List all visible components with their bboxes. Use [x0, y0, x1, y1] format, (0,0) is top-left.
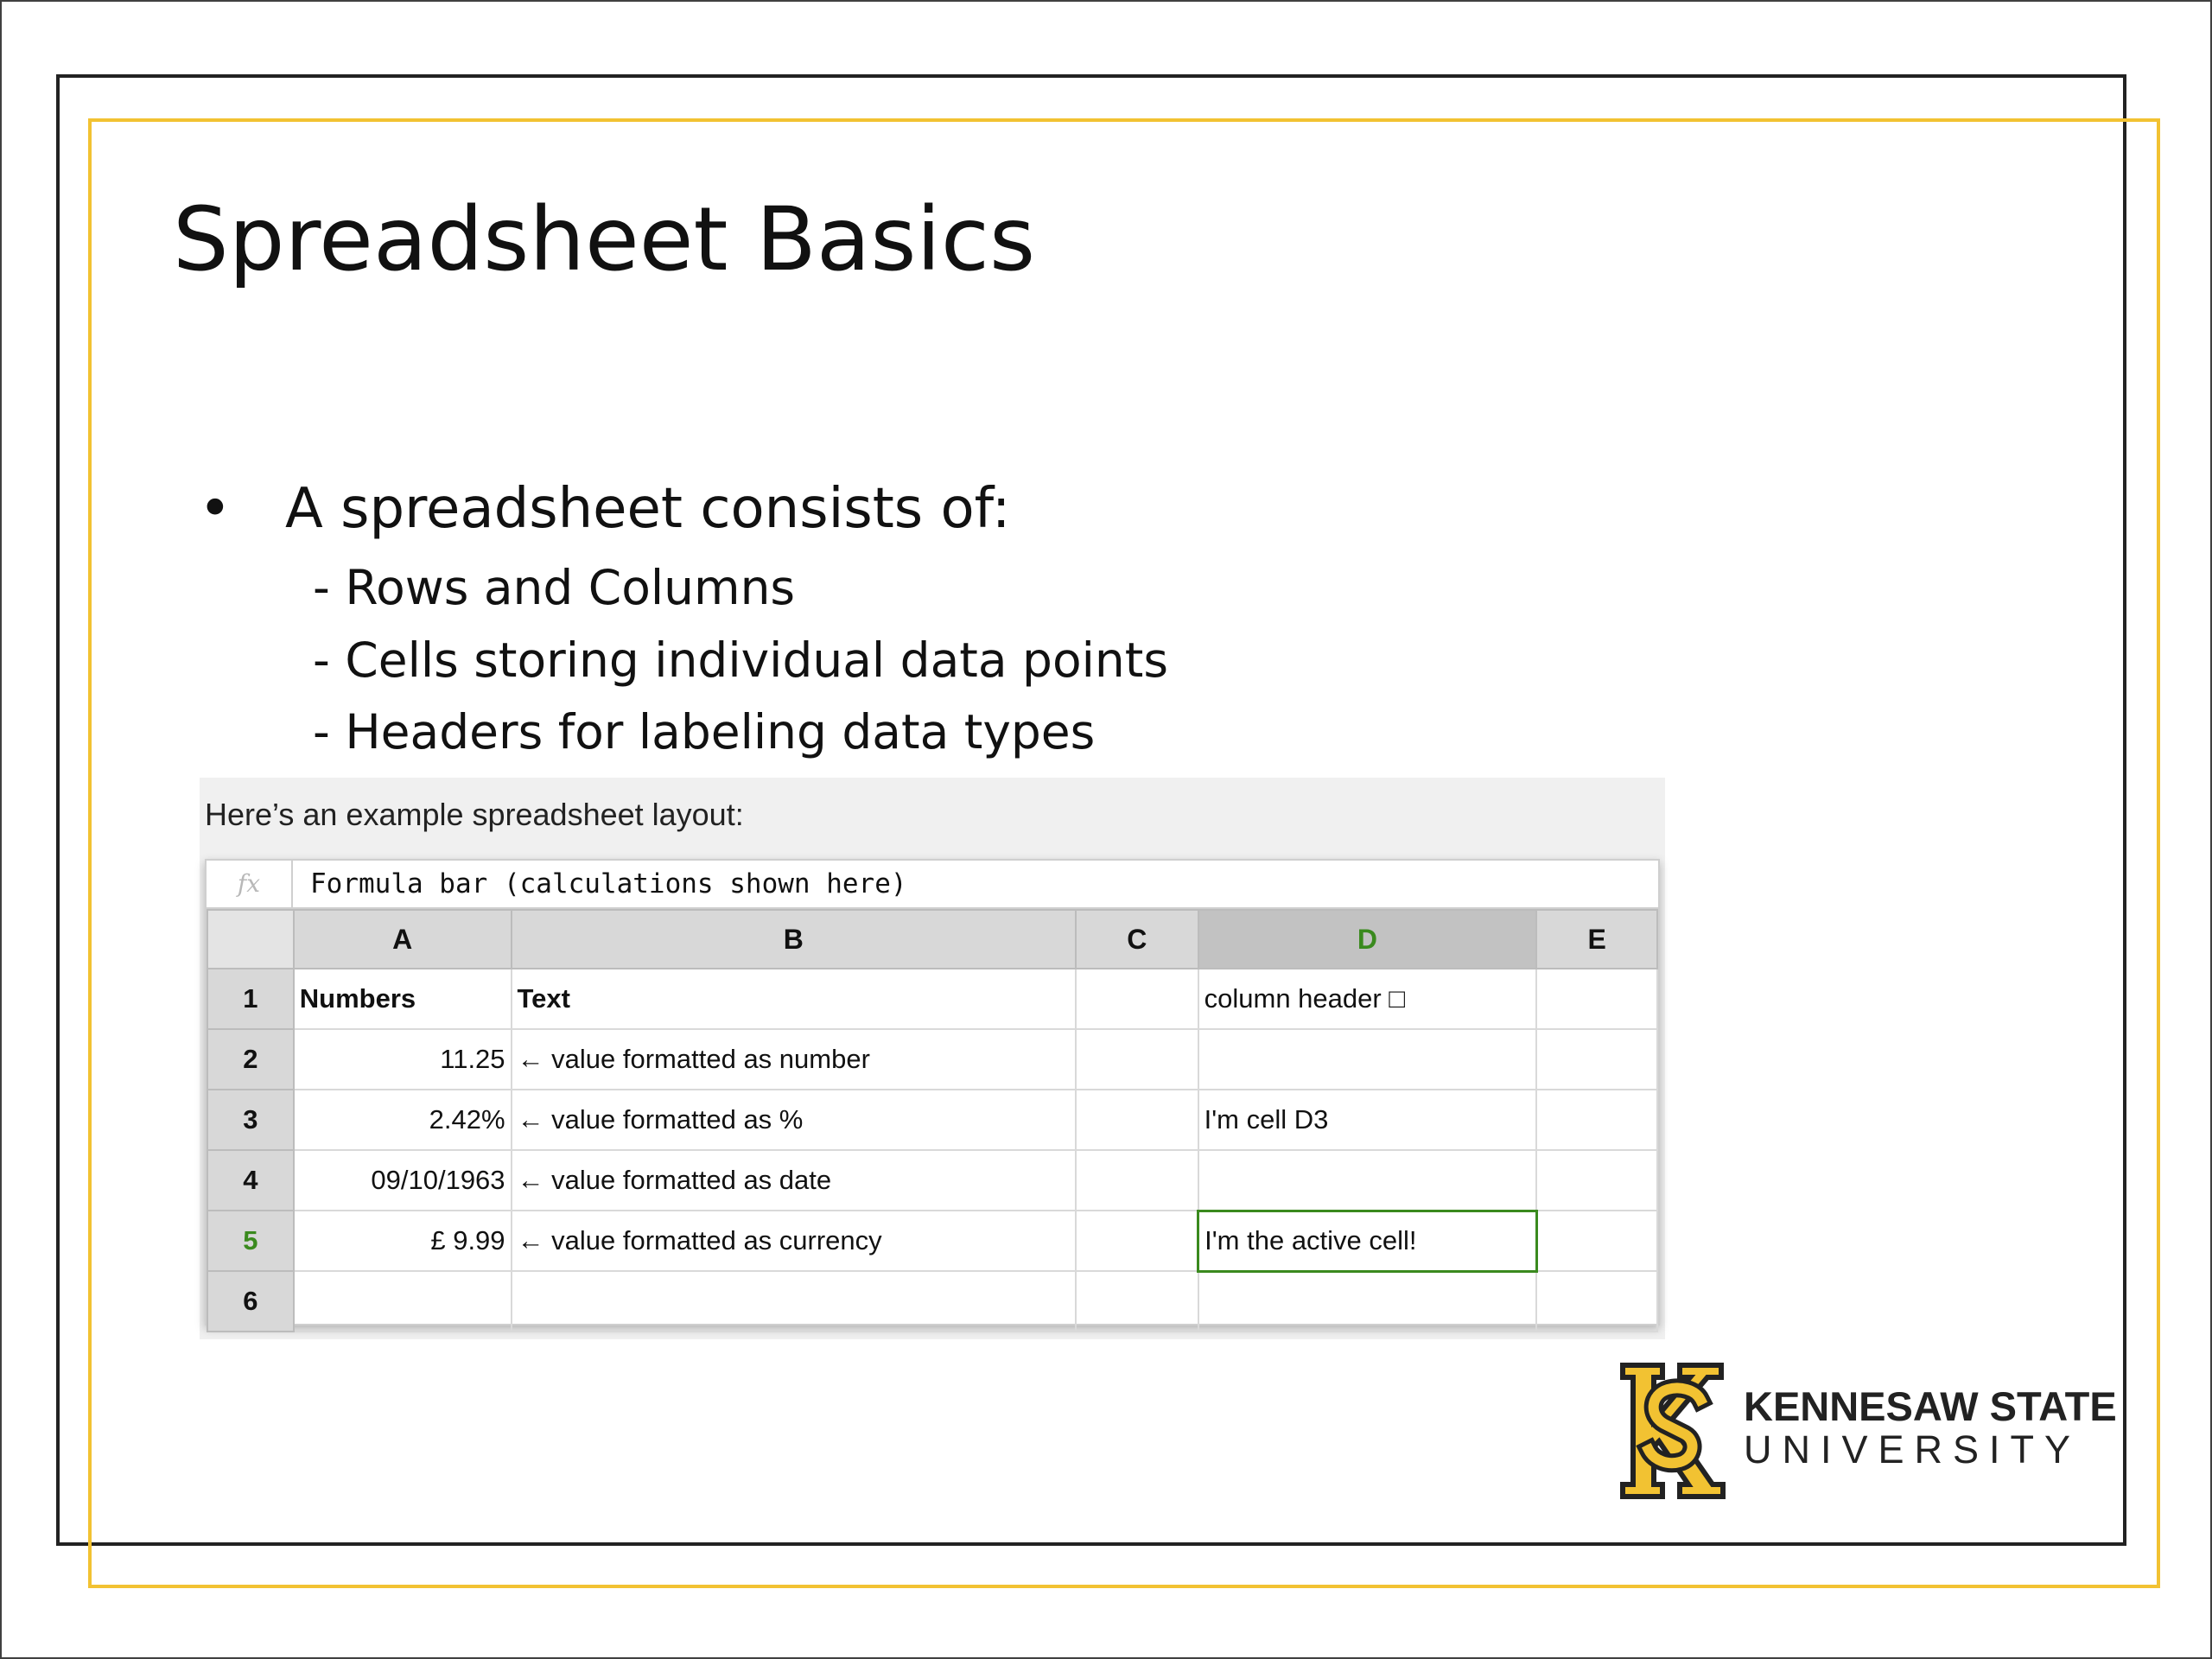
- cell-c2: [1076, 1029, 1198, 1090]
- cell-b1: Text: [512, 969, 1076, 1029]
- cell-b6: [512, 1271, 1076, 1332]
- cell-a6: [294, 1271, 512, 1332]
- column-header-e: E: [1536, 910, 1657, 969]
- ks-monogram-icon: [1611, 1355, 1732, 1507]
- sub-item-headers: - Headers for labeling data types: [313, 704, 1096, 760]
- cell-c6: [1076, 1271, 1198, 1332]
- column-header-c: C: [1076, 910, 1198, 969]
- ksu-name: KENNESAW STATE: [1744, 1383, 2117, 1429]
- cell-e1: [1536, 969, 1657, 1029]
- bullet-marker: •: [199, 477, 232, 541]
- column-header-d: D: [1198, 910, 1537, 969]
- formula-text: Formula bar (calculations shown here): [310, 868, 907, 899]
- cell-e5: [1536, 1211, 1657, 1271]
- cell-a4: 09/10/1963: [294, 1150, 512, 1211]
- table-row: [207, 1211, 1657, 1271]
- cell-a5: £ 9.99: [294, 1211, 512, 1271]
- cell-c1: [1076, 969, 1198, 1029]
- formula-bar: [207, 861, 1658, 909]
- fx-icon: fx: [207, 861, 293, 907]
- table-row: [207, 1271, 1657, 1332]
- row-header-4: 4: [207, 1150, 294, 1211]
- cell-c3: [1076, 1090, 1198, 1150]
- cell-b5: ← value formatted as currency: [512, 1211, 1076, 1271]
- table-row: [207, 969, 1657, 1029]
- cell-a2: 11.25: [294, 1029, 512, 1090]
- example-caption: Here’s an example spreadsheet layout:: [205, 797, 744, 832]
- cell-d5-active: I'm the active cell!: [1198, 1211, 1537, 1271]
- cell-d6: [1198, 1271, 1537, 1332]
- cell-b2: ← value formatted as number: [512, 1029, 1076, 1090]
- cell-e2: [1536, 1029, 1657, 1090]
- table-row: [207, 1029, 1657, 1090]
- row-header-1: 1: [207, 969, 294, 1029]
- cell-d3: I'm cell D3: [1198, 1090, 1537, 1150]
- cell-d2: [1198, 1029, 1537, 1090]
- sub-item-rows-columns: - Rows and Columns: [313, 560, 796, 615]
- slide-title: Spreadsheet Basics: [173, 188, 1036, 291]
- grid-corner: [207, 910, 294, 969]
- sub-item-cells: - Cells storing individual data points: [313, 632, 1168, 688]
- cell-e4: [1536, 1150, 1657, 1211]
- cell-grid: [207, 909, 1658, 1332]
- row-header-3: 3: [207, 1090, 294, 1150]
- cell-a1: Numbers: [294, 969, 512, 1029]
- cell-b3: ← value formatted as %: [512, 1090, 1076, 1150]
- row-header-5: 5: [207, 1211, 294, 1271]
- example-spreadsheet: [205, 859, 1660, 1325]
- table-row: [207, 1150, 1657, 1211]
- table-row: [207, 1090, 1657, 1150]
- ksu-university: UNIVERSITY: [1744, 1427, 2082, 1471]
- column-header-a: A: [294, 910, 512, 969]
- cell-d1: column header □: [1198, 969, 1537, 1029]
- cell-e3: [1536, 1090, 1657, 1150]
- row-header-6: 6: [207, 1271, 294, 1332]
- example-panel: [200, 778, 1665, 1339]
- cell-b4: ← value formatted as date: [512, 1150, 1076, 1211]
- cell-c5: [1076, 1211, 1198, 1271]
- column-header-b: B: [512, 910, 1076, 969]
- cell-d4: [1198, 1150, 1537, 1211]
- cell-c4: [1076, 1150, 1198, 1211]
- cell-a3: 2.42%: [294, 1090, 512, 1150]
- cell-e6: [1536, 1271, 1657, 1332]
- bullet-text: A spreadsheet consists of:: [285, 477, 1011, 541]
- row-header-2: 2: [207, 1029, 294, 1090]
